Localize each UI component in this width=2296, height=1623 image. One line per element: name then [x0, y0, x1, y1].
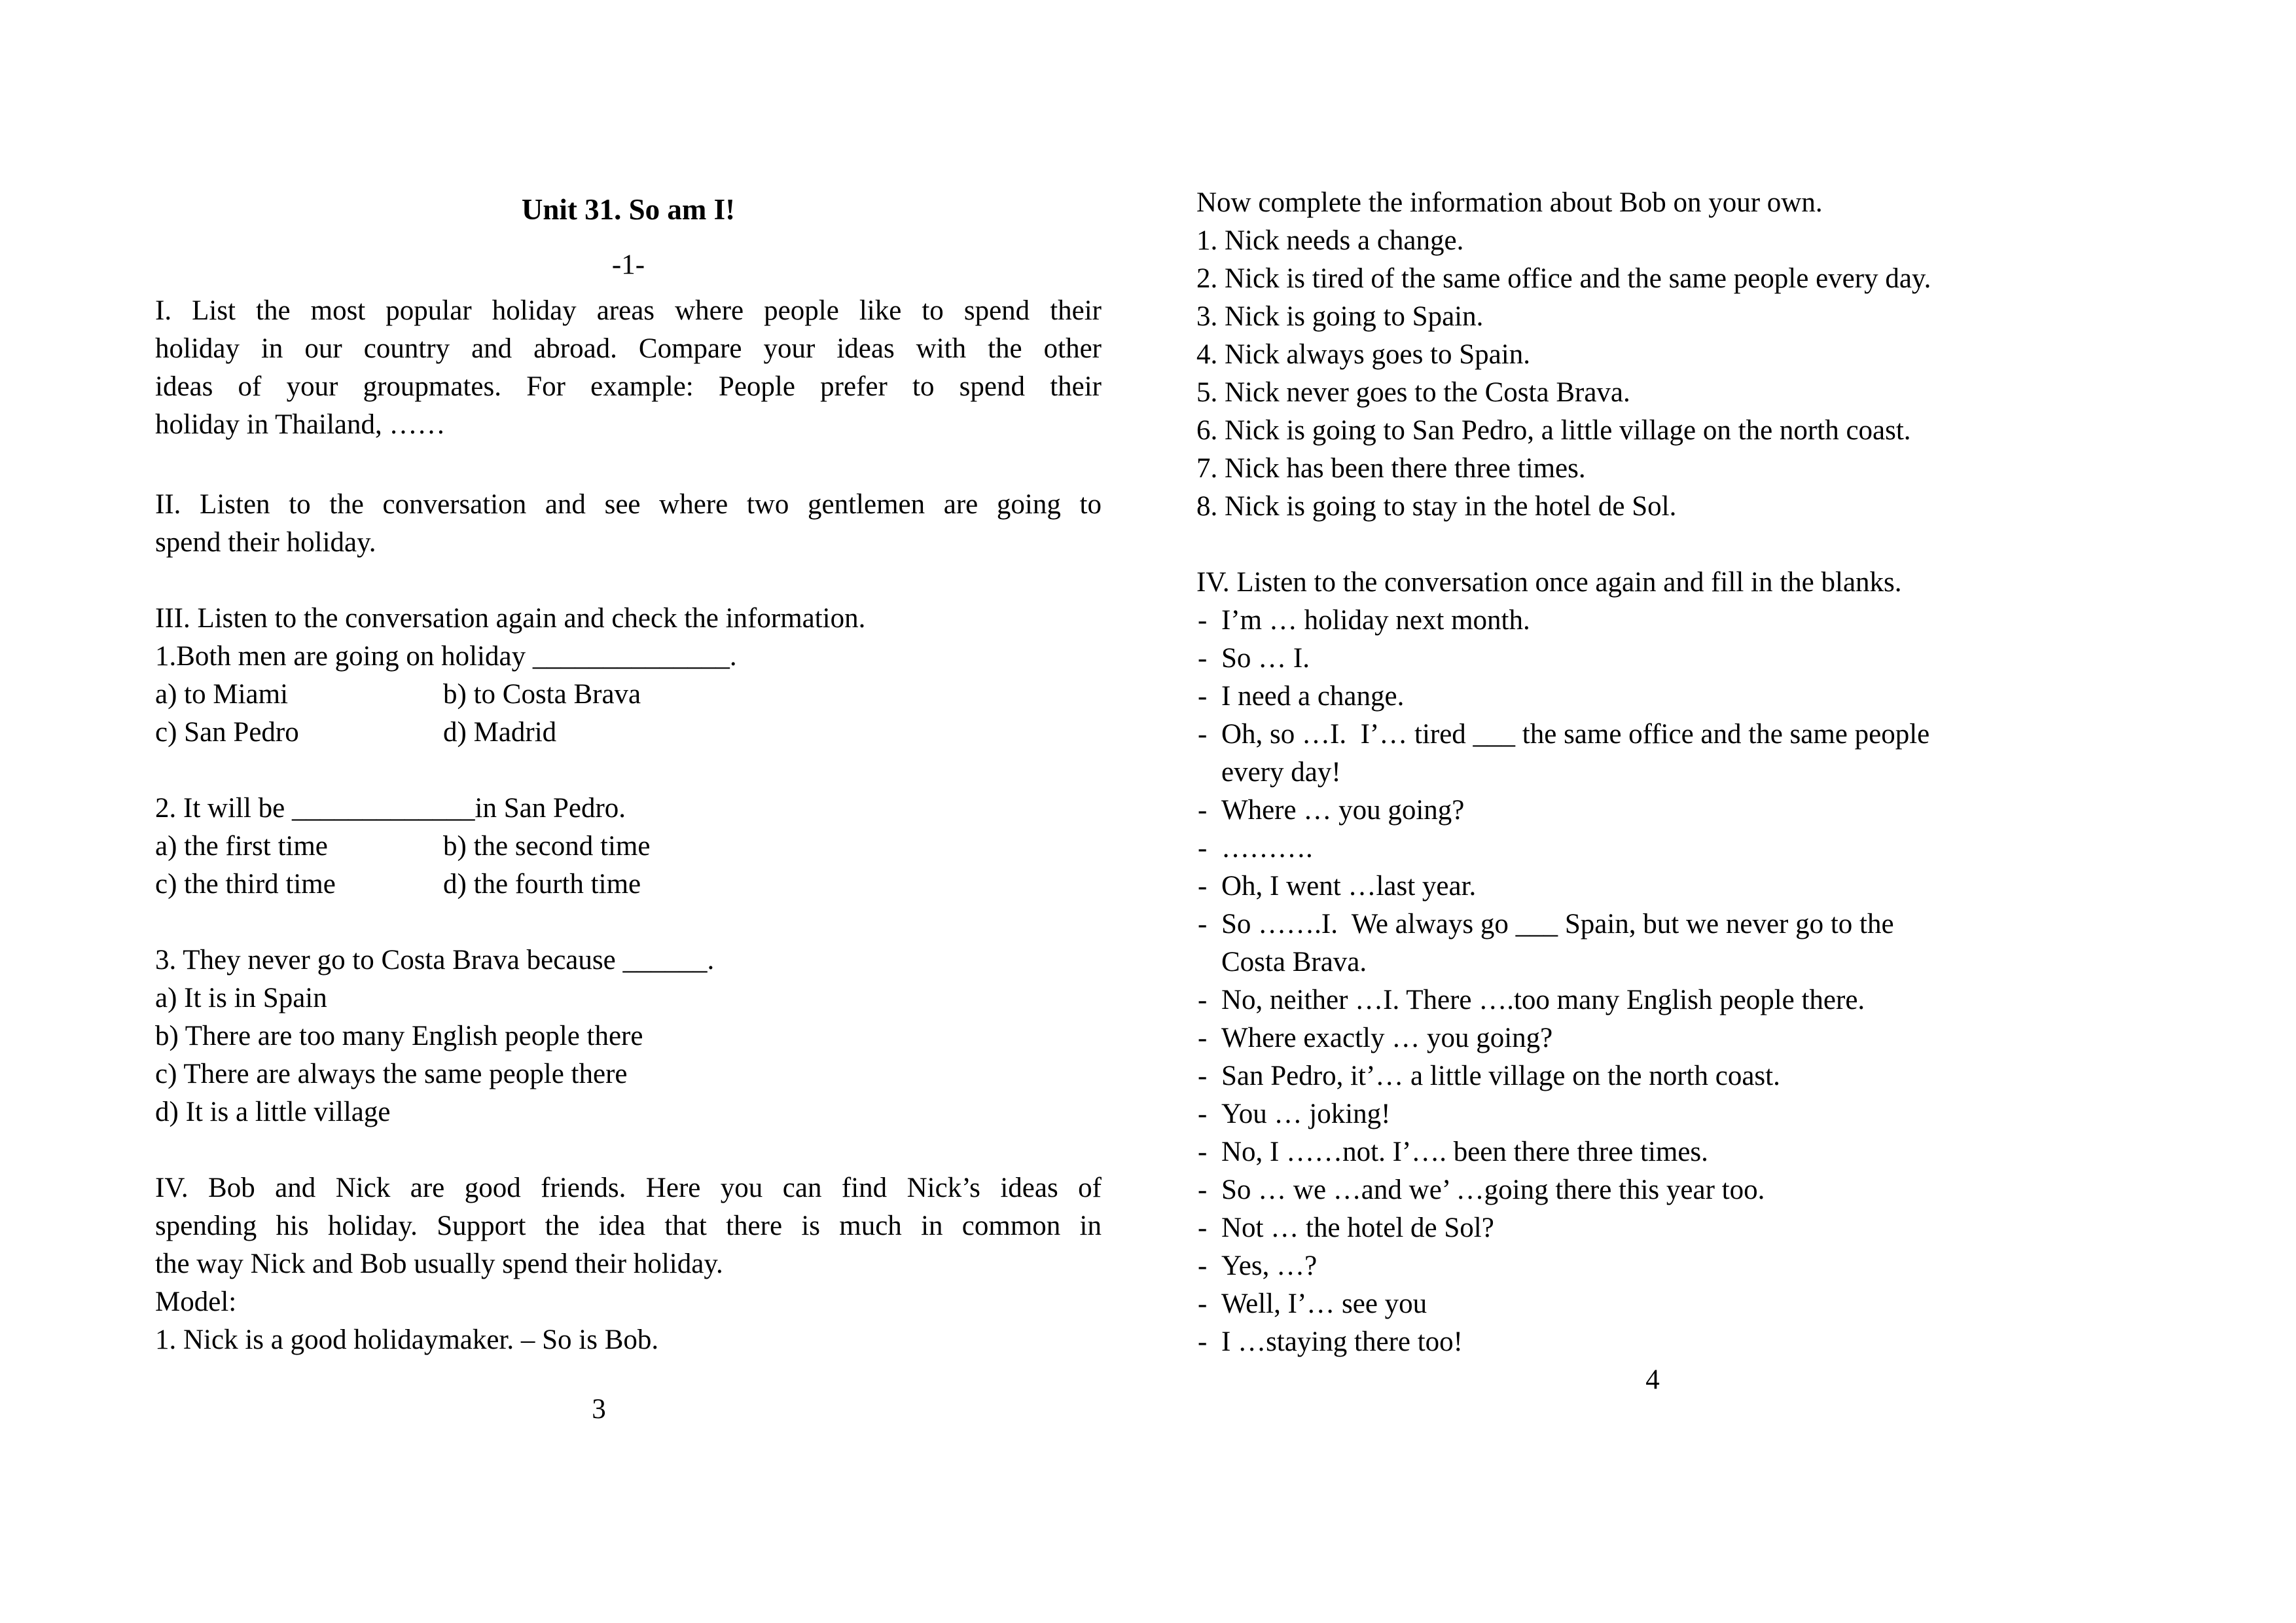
question-3-stem: 3. They never go to Costa Brava because ______. — [155, 945, 715, 976]
dialogue-dash: - — [1198, 1061, 1208, 1091]
dialogue-dash: - — [1198, 1326, 1208, 1357]
dialogue-dash: - — [1198, 871, 1208, 902]
question-2 — [155, 790, 1102, 903]
dialogue-dash: - — [1198, 985, 1208, 1015]
list-item: 4. Nick always goes to Spain. — [1196, 339, 1530, 370]
text-line: IV. Bob and Nick are good friends. Here you can find Nick’s ideas of — [155, 1173, 1102, 1203]
dialogue-line — [1196, 1323, 2139, 1361]
option-b: b) the second time — [443, 831, 651, 862]
exercise-4-heading: IV. Listen to the conversation once again and fill in the blanks. — [1196, 567, 1902, 598]
dialogue-text: Not … the hotel de Sol? — [1221, 1213, 1494, 1243]
dialogue-text: Oh, so …I. I’… tired ___ the same office and the same people — [1221, 719, 1930, 750]
text-line: spend their holiday. — [155, 527, 376, 558]
dialogue-dash: - — [1198, 1175, 1208, 1205]
text-line: the way Nick and Bob usually spend their holiday. — [155, 1249, 723, 1279]
option-d: d) Madrid — [443, 717, 557, 748]
dialogue-continuation-line — [1196, 943, 2139, 981]
dialogue-dash: - — [1198, 1250, 1208, 1281]
exercise-2-paragraph — [155, 486, 1102, 562]
dialogue-dash: - — [1198, 795, 1208, 826]
dialogue-dash: - — [1198, 1099, 1208, 1129]
facts-list — [1196, 222, 2139, 526]
dialogue-dash: - — [1198, 681, 1208, 712]
dialogue-continuation-line — [1196, 754, 2139, 792]
dialogue-dash: - — [1198, 1023, 1208, 1053]
text-line: holiday in our country and abroad. Compare your ideas with the other — [155, 333, 1102, 364]
dialogue-text: So …….I. We always go ___ Spain, but we never go to the — [1221, 909, 1894, 939]
dialogue-dash: - — [1198, 1137, 1208, 1167]
dialogue-line — [1196, 678, 2139, 716]
list-item: 7. Nick has been there three times. — [1196, 453, 1586, 484]
dialogue-text: I …staying there too! — [1221, 1326, 1463, 1357]
unit-title: Unit 31. So am I! — [521, 193, 736, 226]
text-line: holiday in Thailand, …… — [155, 409, 446, 440]
dialogue-line — [1196, 640, 2139, 678]
option-c: c) the third time — [155, 869, 336, 900]
dialogue-dash: - — [1198, 719, 1208, 750]
dialogue-line — [1196, 1209, 2139, 1247]
options-row — [155, 828, 1102, 866]
dialogue-list — [1196, 602, 2139, 1361]
dialogue-dash: - — [1198, 1288, 1208, 1319]
list-item: 5. Nick never goes to the Costa Brava. — [1196, 377, 1630, 408]
dialogue-line — [1196, 1171, 2139, 1209]
option-d: d) the fourth time — [443, 869, 641, 900]
option-a: a) the first time — [155, 831, 328, 862]
dialogue-text: Where … you going? — [1221, 795, 1465, 826]
list-item: 8. Nick is going to stay in the hotel de Sol. — [1196, 491, 1677, 522]
dialogue-line — [1196, 716, 2139, 754]
option-a: a) to Miami — [155, 679, 289, 710]
option-c: c) There are always the same people there — [155, 1059, 628, 1089]
text-line: ideas of your groupmates. For example: People prefer to spend their — [155, 371, 1102, 402]
dialogue-line — [1196, 830, 2139, 867]
dialogue-line — [1196, 1095, 2139, 1133]
options-row — [155, 866, 1102, 903]
dialogue-dash: - — [1198, 605, 1208, 636]
exercise-4-paragraph — [155, 1169, 1102, 1283]
option-b: b) to Costa Brava — [443, 679, 641, 710]
dialogue-text: No, I ……not. I’…. been there three times. — [1221, 1137, 1708, 1167]
question-3 — [155, 941, 1102, 1131]
option-c: c) San Pedro — [155, 717, 299, 748]
exercise-3-heading: III. Listen to the conversation again and check the information. — [155, 603, 866, 634]
dialogue-text: I’m … holiday next month. — [1221, 605, 1530, 636]
options-row — [155, 676, 1102, 714]
dialogue-text: So … we …and we’ …going there this year too. — [1221, 1175, 1765, 1205]
option-d: d) It is a little village — [155, 1097, 391, 1127]
dialogue-text: every day! — [1221, 757, 1341, 788]
dialogue-text: ………. — [1221, 833, 1313, 864]
dialogue-text: Yes, …? — [1221, 1250, 1318, 1281]
list-item: 3. Nick is going to Spain. — [1196, 301, 1484, 332]
options-row — [155, 714, 1102, 752]
page-number-4: 4 — [1645, 1364, 1660, 1395]
exercise-1-paragraph — [155, 292, 1102, 444]
dialogue-line — [1196, 602, 2139, 640]
dialogue-text: So … I. — [1221, 643, 1310, 674]
list-item: 1. Nick needs a change. — [1196, 225, 1464, 256]
dialogue-text: Costa Brava. — [1221, 947, 1367, 977]
list-item: 2. Nick is tired of the same office and the same people every day. — [1196, 263, 1931, 294]
dialogue-text: Well, I’… see you — [1221, 1288, 1427, 1319]
dialogue-line — [1196, 905, 2139, 943]
list-item: 6. Nick is going to San Pedro, a little village on the north coast. — [1196, 415, 1911, 446]
model-example: 1. Nick is a good holidaymaker. – So is Bob. — [155, 1324, 659, 1355]
dialogue-text: You … joking! — [1221, 1099, 1391, 1129]
question-1-stem: 1.Both men are going on holiday ______________. — [155, 641, 737, 672]
dialogue-line — [1196, 867, 2139, 905]
dialogue-dash: - — [1198, 643, 1208, 674]
dialogue-dash: - — [1198, 909, 1208, 939]
dialogue-line — [1196, 1247, 2139, 1285]
dialogue-line — [1196, 1019, 2139, 1057]
dialogue-text: No, neither …I. There ….too many English people there. — [1221, 985, 1865, 1015]
option-b: b) There are too many English people there — [155, 1021, 643, 1051]
text-line: II. Listen to the conversation and see where two gentlemen are going to — [155, 489, 1102, 520]
dialogue-line — [1196, 981, 2139, 1019]
dialogue-dash: - — [1198, 833, 1208, 864]
part-label: -1- — [611, 249, 645, 280]
dialogue-text: San Pedro, it’… a little village on the north coast. — [1221, 1061, 1780, 1091]
dialogue-line — [1196, 792, 2139, 830]
text-line: spending his holiday. Support the idea that there is much in common in — [155, 1211, 1102, 1241]
page-3-column — [155, 0, 1102, 1429]
dialogue-text: I need a change. — [1221, 681, 1405, 712]
page-number-3: 3 — [592, 1394, 606, 1425]
dialogue-line — [1196, 1133, 2139, 1171]
dialogue-line — [1196, 1285, 2139, 1323]
dialogue-text: Oh, I went …last year. — [1221, 871, 1477, 902]
question-1 — [155, 638, 1102, 752]
dialogue-text: Where exactly … you going? — [1221, 1023, 1553, 1053]
question-2-stem: 2. It will be _____________in San Pedro. — [155, 793, 626, 824]
option-a: a) It is in Spain — [155, 983, 327, 1013]
model-label: Model: — [155, 1286, 237, 1317]
completion-intro: Now complete the information about Bob on your own. — [1196, 187, 1823, 218]
text-line: I. List the most popular holiday areas where people like to spend their — [155, 295, 1102, 326]
dialogue-dash: - — [1198, 1213, 1208, 1243]
page-4-column — [1196, 0, 2139, 1399]
dialogue-line — [1196, 1057, 2139, 1095]
